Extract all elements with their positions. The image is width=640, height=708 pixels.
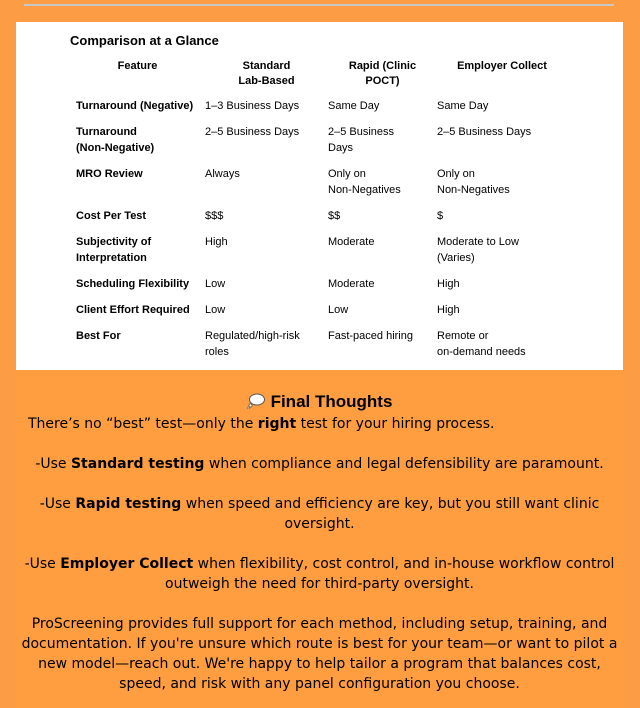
table-cell: 2–5 Business Days: [437, 126, 532, 138]
table-cell: $: [437, 210, 444, 222]
table-header-row: [70, 59, 567, 98]
final-thoughts-section: [16, 370, 623, 708]
p2-text-c: when speed and efficiency are key, but you still want clinic oversight.: [181, 496, 600, 532]
table-cell: Low: [205, 278, 226, 290]
table-cell: High: [437, 278, 460, 290]
final-thoughts-title: Final Thoughts: [270, 392, 393, 411]
feature-label: Best For: [76, 330, 121, 342]
feature-label: Scheduling Flexibility: [76, 278, 190, 290]
feature-label: Client Effort Required: [76, 304, 190, 316]
intro-text-c: test for your hiring process.: [296, 416, 495, 432]
table-row-turnaround-non-negative: [70, 124, 567, 166]
table-row-client-effort: [70, 302, 567, 328]
table-cell: Moderate to Low (Varies): [437, 236, 519, 264]
table-row-best-for: [70, 328, 567, 370]
table-cell: Moderate: [328, 236, 375, 248]
p3-text-bold: Employer Collect: [60, 556, 194, 572]
thought-bubble-icon: [247, 393, 265, 409]
table-cell: Remote or on-demand needs: [437, 330, 526, 358]
table-cell: Regulated/high-risk roles: [205, 330, 300, 358]
header-rapid: Rapid (Clinic POCT): [348, 60, 417, 87]
support-paragraph: ProScreening provides full support for each method, including setup, training, and documentation. If you're unsure which route is best for your team—or want to pilot a new model—reach out. We're happy to help tailor a program that balances cost, speed, and risk with any panel configuration you choose.: [21, 616, 618, 692]
table-row-mro-review: [70, 166, 567, 208]
final-thoughts-heading: [16, 392, 623, 412]
p1-text-bold: Standard testing: [70, 456, 205, 472]
table-row-turnaround-negative: [70, 98, 567, 124]
table-cell: High: [437, 304, 460, 316]
p2-text-a: -Use: [39, 496, 76, 512]
table-row-scheduling-flexibility: [70, 276, 567, 302]
comparison-title: Comparison at a Glance: [70, 33, 219, 48]
table-cell: Always: [205, 168, 240, 180]
feature-label: Turnaround (Non-Negative): [76, 126, 155, 154]
table-cell: Moderate: [328, 278, 375, 290]
intro-text-a: There’s no “best” test—only the: [28, 416, 258, 432]
table-cell: Same Day: [437, 100, 489, 112]
table-cell: High: [205, 236, 228, 248]
comparison-table: [70, 59, 567, 370]
intro-text-bold: right: [257, 416, 297, 432]
p1-text-c: when compliance and legal defensibility are paramount.: [204, 456, 604, 472]
p2-text-bold: Rapid testing: [75, 496, 182, 512]
feature-label: MRO Review: [76, 168, 143, 180]
divider-line: [24, 4, 614, 6]
table-cell: Same Day: [328, 100, 380, 112]
p1-text-a: -Use: [35, 456, 71, 472]
header-feature: Feature: [117, 60, 158, 72]
employer-collect-paragraph: [16, 554, 623, 594]
feature-label: Subjectivity of Interpretation: [76, 236, 152, 264]
intro-paragraph: [28, 414, 623, 434]
table-cell: $$: [328, 210, 341, 222]
table-cell: 1–3 Business Days: [205, 100, 300, 112]
feature-label: Cost Per Test: [76, 210, 147, 222]
standard-paragraph: [16, 454, 623, 474]
header-standard: Standard Lab-Based: [238, 60, 295, 87]
table-cell: $$$: [205, 210, 224, 222]
rapid-paragraph: [16, 494, 623, 534]
feature-label: Turnaround (Negative): [76, 100, 194, 112]
header-employer-collect: Employer Collect: [457, 60, 547, 72]
table-cell: Low: [205, 304, 226, 316]
table-cell: Only on Non-Negatives: [437, 168, 510, 196]
p3-text-c: when flexibility, cost control, and in-house workflow control outweigh the need for third-party oversight.: [165, 556, 615, 592]
table-row-cost-per-test: [70, 208, 567, 234]
table-cell: Low: [328, 304, 349, 316]
table-cell: 2–5 Business Days: [205, 126, 300, 138]
table-cell: 2–5 Business Days: [328, 126, 395, 154]
table-cell: Only on Non-Negatives: [328, 168, 401, 196]
top-band: [0, 0, 640, 22]
table-row-subjectivity: [70, 234, 567, 276]
table-cell: Fast-paced hiring: [328, 330, 413, 342]
comparison-card: [16, 22, 623, 370]
p3-text-a: -Use: [24, 556, 61, 572]
